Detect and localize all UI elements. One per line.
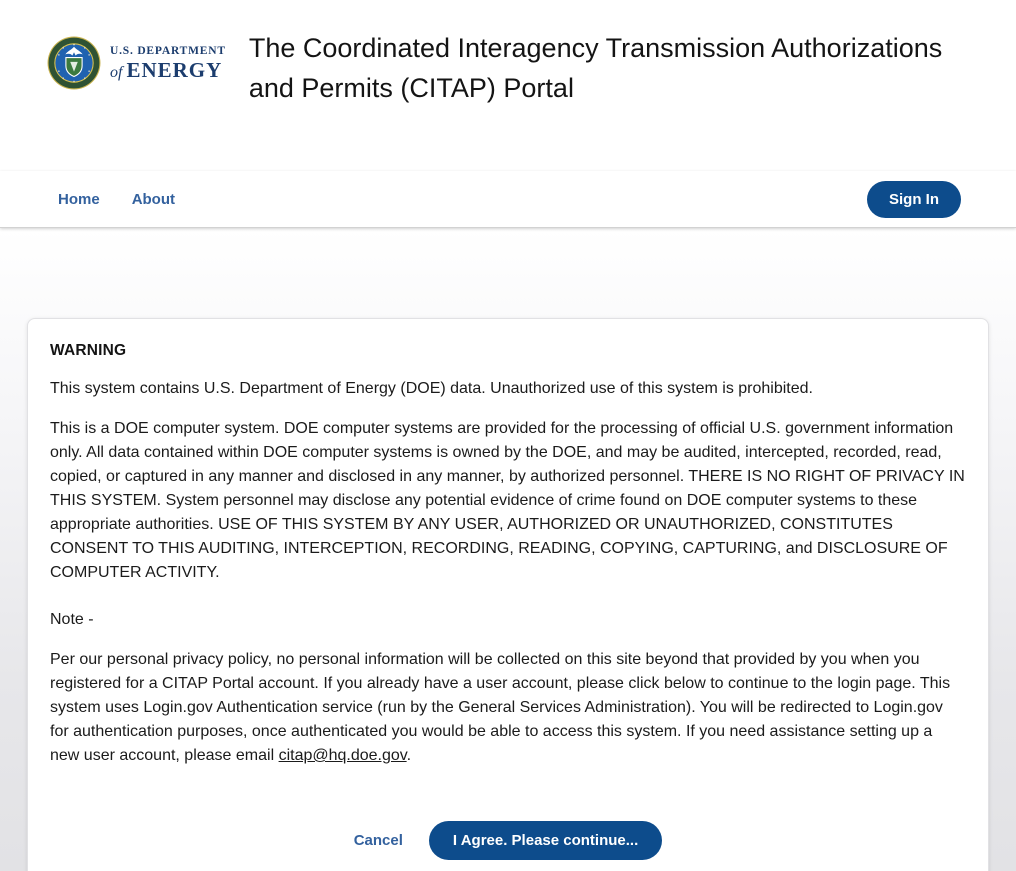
nav-link-home[interactable]: Home <box>58 190 100 208</box>
nav-link-about[interactable]: About <box>131 190 176 208</box>
sign-in-button[interactable]: Sign In <box>867 181 961 218</box>
agree-continue-button[interactable]: I Agree. Please continue... <box>429 821 662 860</box>
actions-row <box>50 821 966 860</box>
doe-wordmark-of: of <box>110 63 123 81</box>
warning-card <box>27 318 989 871</box>
page-title-line-1: The Coordinated Interagency Transmission Authorizations <box>248 33 943 63</box>
page-title <box>249 26 942 108</box>
privacy-paragraph <box>50 648 966 768</box>
page-header <box>0 0 1016 228</box>
page-title-line-2: and Permits (CITAP) Portal <box>248 73 574 103</box>
privacy-paragraph-text: Per our personal privacy policy, no personal information will be collected on this site beyond that provided by you when you registered for a CITAP Portal account. If you already have a user account, please click below to continue to the login page. This system uses Login.gov Authentication service (run by the General Services Administration). You will be redirected to Login.gov for authentication purposes, once authenticated you would be able to access this system. If you need assistance setting up a new user account, please email <box>50 651 951 764</box>
privacy-paragraph-period: . <box>406 747 412 764</box>
doe-wordmark-energy: ENERGY <box>126 57 223 82</box>
cancel-link[interactable]: Cancel <box>353 832 403 849</box>
main-content <box>0 228 1016 871</box>
warning-heading: WARNING <box>50 342 127 359</box>
doe-logo <box>47 26 226 90</box>
doe-wordmark <box>110 45 226 82</box>
note-label: Note - <box>50 611 94 628</box>
main-nav <box>0 171 1016 228</box>
citap-email-link[interactable]: citap@hq.doe.gov <box>278 747 407 764</box>
warning-paragraph-2: This is a DOE computer system. DOE computer systems are provided for the processing of official U.S. government information only. All data contained within DOE computer systems is owned by the DOE, and may be audited, intercepted, recorded, read, copied, or captured in any manner and disclosed in any manner, by authorized personnel. THERE IS NO RIGHT OF PRIVACY IN THIS SYSTEM. System personnel may disclose any potential evidence of crime found on DOE computer systems to these appropriate authorities. USE OF THIS SYSTEM BY ANY USER, AUTHORIZED OR UNAUTHORIZED, CONSTITUTES CONSENT TO THIS AUDITING, INTERCEPTION, RECORDING, READING, COPYING, CAPTURING, and DISCLOSURE OF COMPUTER ACTIVITY. <box>50 420 965 581</box>
doe-seal-icon <box>47 36 101 90</box>
warning-paragraph-1: This system contains U.S. Department of Energy (DOE) data. Unauthorized use of this system is prohibited. <box>50 380 813 397</box>
doe-wordmark-department: U.S. DEPARTMENT <box>110 44 226 57</box>
